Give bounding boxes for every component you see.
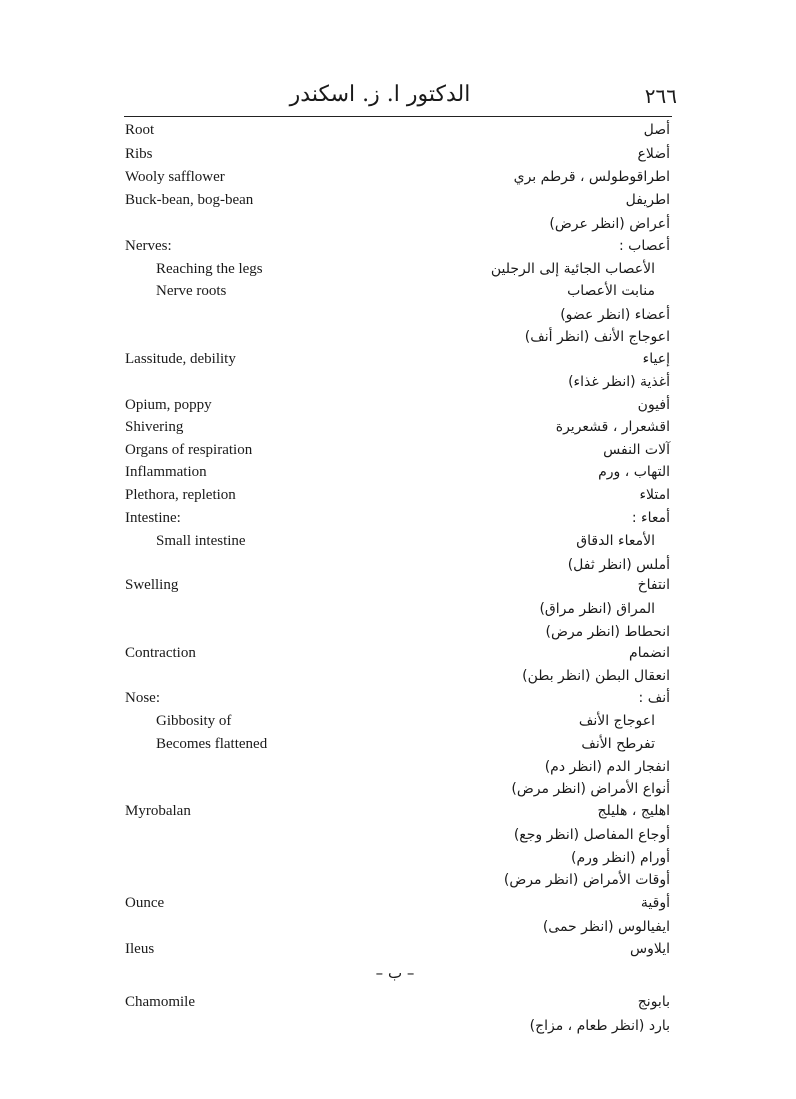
arabic-term: امتلاء	[639, 487, 670, 503]
arabic-term: أملس (انظر ثفل)	[567, 557, 670, 573]
arabic-term: اقشعرار ، قشعريرة	[555, 419, 670, 435]
english-term: Myrobalan	[125, 803, 191, 819]
arabic-term: أنف :	[638, 690, 670, 706]
english-term: Opium, poppy	[125, 397, 212, 413]
arabic-term: أفيون	[637, 397, 670, 413]
arabic-term: اعوجاج الأنف (انظر أنف)	[524, 329, 670, 345]
arabic-term: المراق (انظر مراق)	[539, 601, 655, 617]
glossary-row	[0, 305, 796, 327]
running-header: الدكتور ا. ز. اسكندر	[289, 82, 471, 107]
arabic-term: أمعاء :	[631, 510, 670, 526]
glossary-row	[0, 666, 796, 688]
english-term: Reaching the legs	[156, 261, 263, 277]
english-term: Plethora, repletion	[125, 487, 236, 503]
glossary-row	[0, 214, 796, 236]
arabic-term: اهليج ، هليلج	[597, 803, 670, 819]
english-term: Intestine:	[125, 510, 181, 526]
english-term: Gibbosity of	[156, 713, 232, 729]
section-letter: – ب –	[375, 964, 415, 982]
glossary-row	[0, 236, 796, 258]
english-term: Nose:	[125, 690, 160, 706]
glossary-row	[0, 190, 796, 212]
arabic-term: أوقات الأمراض (انظر مرض)	[503, 872, 670, 888]
arabic-term: آلات النفس	[603, 442, 670, 458]
english-term: Nerves:	[125, 238, 172, 254]
arabic-term: ايلاوس	[630, 941, 670, 957]
english-term: Ribs	[125, 146, 153, 162]
glossary-row	[0, 281, 796, 303]
glossary-row	[0, 349, 796, 371]
glossary-row	[0, 939, 796, 961]
arabic-term: منابت الأعصاب	[567, 283, 655, 299]
arabic-term: انحطاط (انظر مرض)	[545, 624, 670, 640]
glossary-row	[0, 825, 796, 847]
arabic-term: ايفيالوس (انظر حمى)	[542, 919, 670, 935]
arabic-term: أعراض (انظر عرض)	[549, 216, 670, 232]
arabic-term: أوقية	[640, 895, 670, 911]
arabic-term: أعصاب :	[619, 238, 670, 254]
glossary-row	[0, 120, 796, 142]
arabic-term: اعوجاج الأنف	[578, 713, 655, 729]
arabic-term: اطريفل	[625, 192, 670, 208]
glossary-row	[0, 531, 796, 553]
english-term: Contraction	[125, 645, 196, 661]
arabic-term: أعضاء (انظر عضو)	[560, 307, 670, 323]
arabic-term: أوجاع المفاصل (انظر وجع)	[513, 827, 670, 843]
glossary-row	[0, 327, 796, 349]
glossary-row	[0, 734, 796, 756]
arabic-term: أورام (انظر ورم)	[571, 850, 670, 866]
english-term: Inflammation	[125, 464, 207, 480]
glossary-row	[0, 259, 796, 281]
glossary-row	[0, 711, 796, 733]
english-term: Nerve roots	[156, 283, 227, 299]
arabic-term: تفرطح الأنف	[581, 736, 655, 752]
english-term: Organs of respiration	[125, 442, 253, 458]
glossary-row	[0, 440, 796, 462]
glossary-row	[0, 848, 796, 870]
english-term: Wooly safflower	[125, 169, 225, 185]
english-term: Ileus	[125, 941, 155, 957]
arabic-term: أصل	[643, 122, 670, 138]
arabic-term: اطراقوطولس ، قرطم بري	[513, 169, 670, 185]
english-term: Ounce	[125, 895, 165, 911]
arabic-term: انفجار الدم (انظر دم)	[544, 759, 670, 775]
arabic-term: انتفاخ	[637, 577, 670, 593]
english-term: Becomes flattened	[156, 736, 268, 752]
arabic-term: أنواع الأمراض (انظر مرض)	[511, 781, 670, 797]
arabic-term: الأمعاء الدقاق	[576, 533, 655, 549]
english-term: Chamomile	[125, 994, 195, 1010]
glossary-row	[0, 688, 796, 710]
glossary-row	[0, 1016, 796, 1038]
english-term: Shivering	[125, 419, 184, 435]
glossary-row	[0, 144, 796, 166]
glossary-row	[0, 555, 796, 577]
glossary-row	[0, 372, 796, 394]
english-term: Lassitude, debility	[125, 351, 236, 367]
glossary-row	[0, 395, 796, 417]
english-term: Buck-bean, bog-bean	[125, 192, 254, 208]
page-number: ٢٦٦	[644, 84, 677, 108]
glossary-row	[0, 917, 796, 939]
arabic-term: بابونج	[637, 994, 670, 1010]
glossary-row	[0, 599, 796, 621]
glossary-row	[0, 417, 796, 439]
english-term: Small intestine	[156, 533, 246, 549]
arabic-term: انعقال البطن (انظر بطن)	[522, 668, 670, 684]
arabic-term: أغذية (انظر غذاء)	[568, 374, 670, 390]
glossary-row	[0, 167, 796, 189]
arabic-term: الأعصاب الجائية إلى الرجلين	[490, 261, 655, 277]
glossary-row	[0, 508, 796, 530]
arabic-term: انضمام	[629, 645, 670, 661]
english-term: Swelling	[125, 577, 179, 593]
arabic-term: إعياء	[642, 351, 670, 367]
arabic-term: بارد (انظر طعام ، مزاج)	[529, 1018, 670, 1034]
glossary-row	[0, 485, 796, 507]
glossary-row	[0, 779, 796, 801]
glossary-row	[0, 462, 796, 484]
arabic-term: التهاب ، ورم	[598, 464, 670, 480]
english-term: Root	[125, 122, 155, 138]
arabic-term: أضلاع	[637, 146, 670, 162]
glossary-row	[0, 992, 796, 1014]
glossary-row	[0, 575, 796, 597]
glossary-row	[0, 643, 796, 665]
glossary-row	[0, 893, 796, 915]
glossary-row	[0, 801, 796, 823]
glossary-row	[0, 870, 796, 892]
glossary-row	[0, 757, 796, 779]
glossary-row	[0, 622, 796, 644]
header-rule	[124, 116, 672, 117]
